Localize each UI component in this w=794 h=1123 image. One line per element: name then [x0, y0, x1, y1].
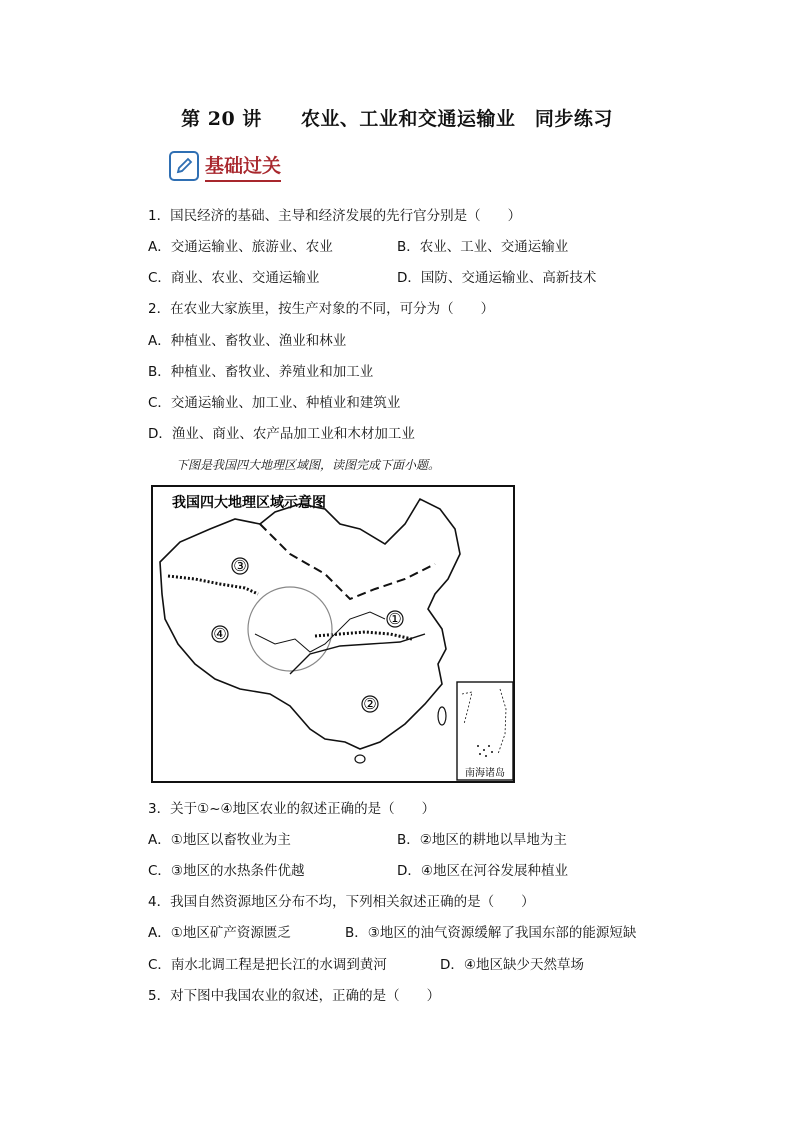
region-label-4 [212, 625, 228, 643]
q4-option-d[interactable]: D．④地区缺少天然草场 [440, 957, 584, 973]
q3-option-b[interactable]: B．②地区的耕地以旱地为主 [397, 832, 567, 848]
lesson-topic: 农业、工业和交通运输业 [300, 108, 516, 130]
svg-text:①: ① [388, 610, 402, 628]
q3-option-d[interactable]: D．④地区在河谷发展种植业 [397, 863, 568, 879]
q4-option-a[interactable]: A．①地区矿产资源匮乏 [148, 925, 291, 941]
q4-option-c[interactable]: C．南水北调工程是把长江的水调到黄河 [148, 957, 387, 973]
q2-stem: 2．在农业大家族里，按生产对象的不同，可分为（ ） [148, 301, 495, 317]
q2-option-b[interactable]: B．种植业、畜牧业、养殖业和加工业 [148, 364, 374, 380]
q4-option-b[interactable]: B．③地区的油气资源缓解了我国东部的能源短缺 [345, 925, 637, 941]
q1-stem: 1．国民经济的基础、主导和经济发展的先行官分别是（ ） [148, 208, 522, 224]
section-header [169, 146, 281, 186]
q3-stem: 3．关于①~④地区农业的叙述正确的是（ ） [148, 801, 436, 817]
section-label: 基础过关 [205, 151, 281, 182]
region-label-3 [232, 557, 248, 575]
q2-option-c[interactable]: C．交通运输业、加工业、种植业和建筑业 [148, 395, 401, 411]
map-instruction: 下图是我国四大地理区域图，读图完成下面小题。 [176, 458, 441, 472]
q2-option-a[interactable]: A．种植业、畜牧业、渔业和林业 [148, 333, 347, 349]
region-label-1 [387, 610, 403, 628]
q3-option-a[interactable]: A．①地区以畜牧业为主 [148, 832, 291, 848]
svg-text:④: ④ [213, 625, 227, 643]
q3-option-c[interactable]: C．③地区的水热条件优越 [148, 863, 305, 879]
map-title: 我国四大地理区域示意图 [172, 495, 326, 511]
q1-option-b[interactable]: B．农业、工业、交通运输业 [397, 239, 569, 255]
china-regions-map [150, 484, 516, 784]
page-title [0, 104, 794, 131]
pencil-icon [169, 151, 199, 181]
q1-option-d[interactable]: D．国防、交通运输业、高新技术 [397, 270, 597, 286]
svg-text:③: ③ [233, 557, 247, 575]
south-china-sea-inset [457, 682, 513, 780]
q2-option-d[interactable]: D．渔业、商业、农产品加工业和木材加工业 [148, 426, 415, 442]
q1-option-c[interactable]: C．商业、农业、交通运输业 [148, 270, 320, 286]
inset-label: 南海诸岛 [465, 768, 505, 779]
q5-stem: 5．对下图中我国农业的叙述，正确的是（ ） [148, 988, 441, 1004]
lesson-suffix: 同步练习 [534, 108, 613, 130]
region-label-2 [362, 695, 378, 713]
q1-option-a[interactable]: A．交通运输业、旅游业、农业 [148, 239, 333, 255]
svg-text:②: ② [363, 695, 377, 713]
q4-stem: 4．我国自然资源地区分布不均，下列相关叙述正确的是（ ） [148, 894, 535, 910]
lesson-number: 第 20 讲 [181, 108, 262, 130]
